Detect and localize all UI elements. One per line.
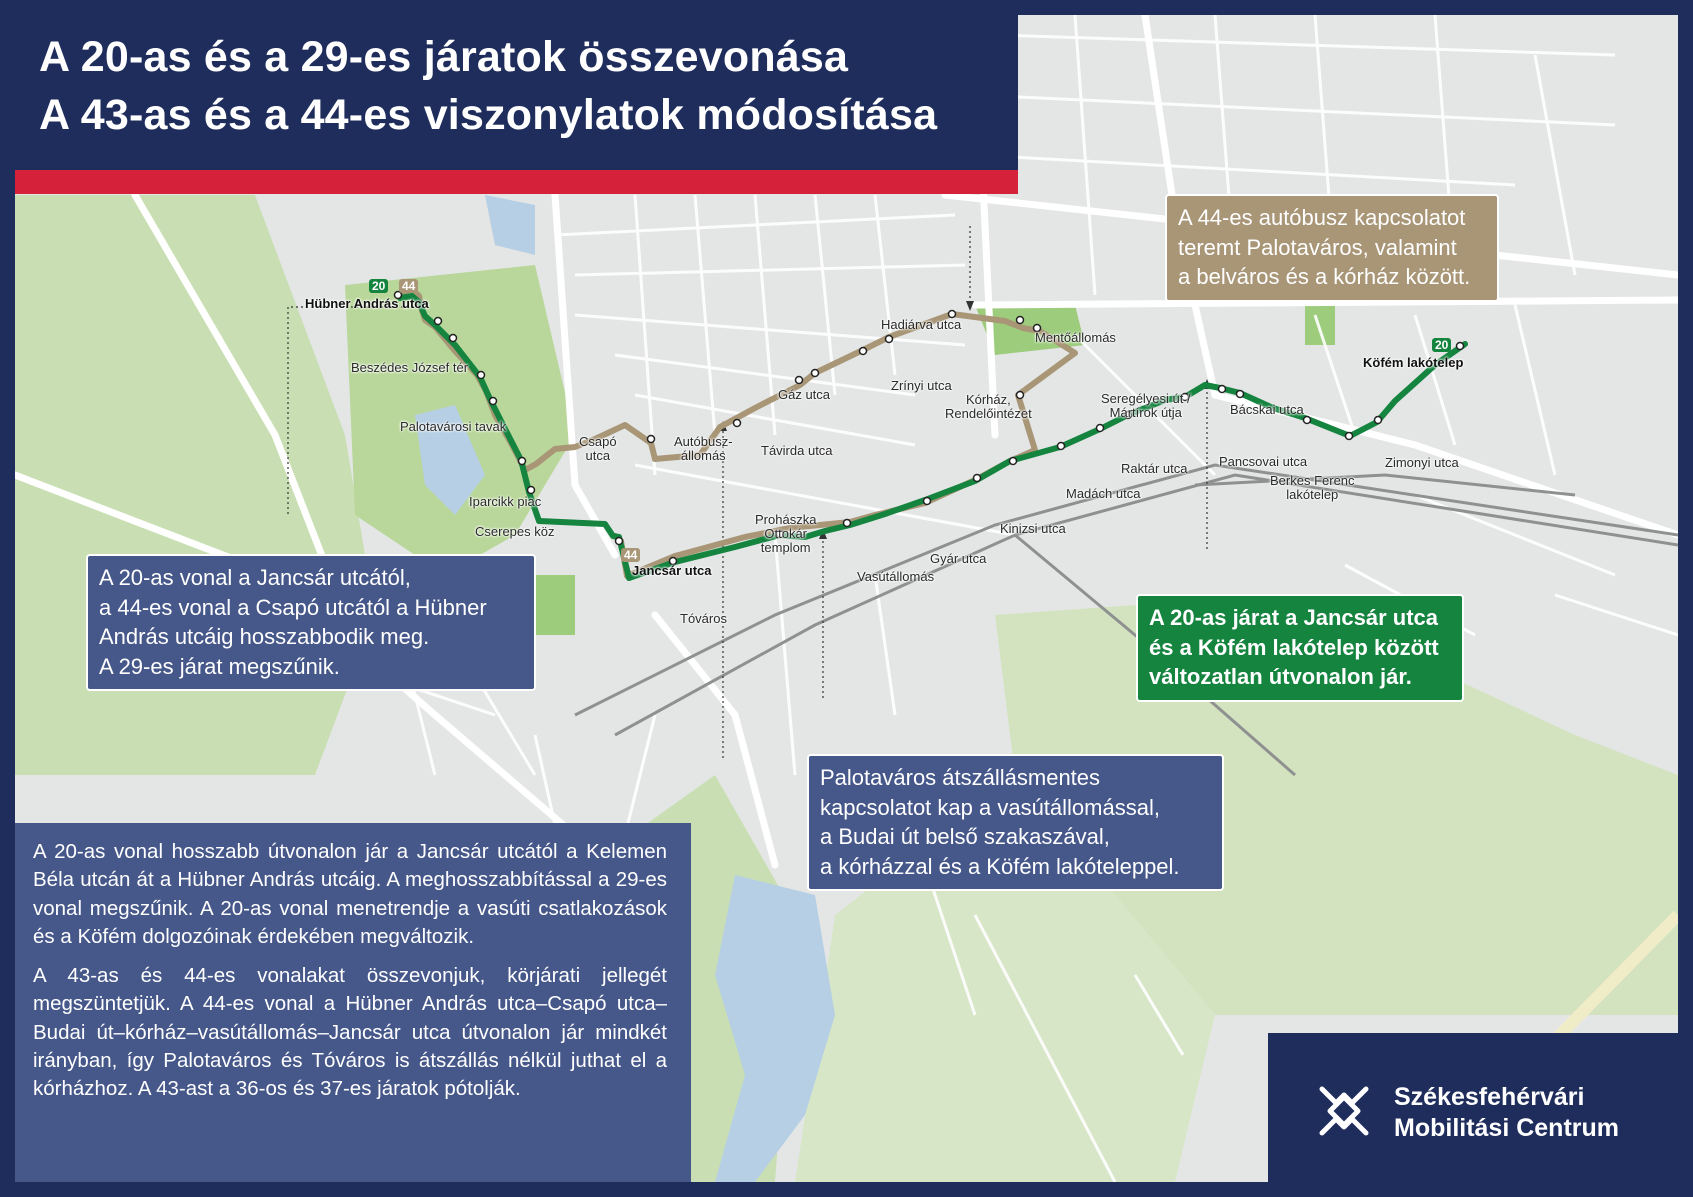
stop-label-madach: Madách utca [1066,486,1141,501]
callout-palotavaros-transfer [807,754,1224,891]
smc-logo-icon [1314,1081,1374,1141]
red-accent-bar [15,170,1018,194]
callout-line: kapcsolatot kap a vasútállomással, [820,794,1160,820]
stop-label-autobusz [674,435,733,463]
stop-label-csapo-1: Csapó [579,434,617,449]
stop-label-iparcikk: Iparcikk piac [469,494,542,509]
stop-label-prohaszka-2: Ottokár [764,526,808,541]
stop-label-prohaszka-3: templom [760,540,811,555]
stop-label-mentoallomas: Mentőállomás [1035,330,1116,345]
callout-line: A 20-as vonal a Jancsár utcától, [99,565,411,590]
stop-label-zrinyi: Zrínyi utca [891,378,952,393]
stop-label-kofem: Köfém lakótelep [1363,355,1464,370]
stop-label-korhaz-1: Kórház, [965,392,1011,407]
stop-label-prohaszka [755,513,816,555]
description-panel [15,823,691,1182]
stop-label-csapo [579,435,617,463]
callout-line: a kórházzal és a Köfém lakóteleppel. [820,853,1180,879]
stop-label-seregelyesi [1101,392,1191,420]
description-paragraph-1: A 20-as vonal hosszabb útvonalon jár a Jancsár utcától a Kelemen Béla utcán át a Hübner András utcáig. A meghosszabbítással a 29-es vonal megszűnik. A 20-as vonal menetrendje a vasúti csatlakozások és a Köfém dolgozóinak érdekében megváltozik. [33,840,667,948]
logo-block [1268,1033,1678,1182]
stop-label-berkes [1270,474,1355,502]
stop-label-jancsar: Jancsár utca [632,563,712,578]
stop-label-korhaz [945,393,1032,421]
route-44-badge-jancsar: 44 [621,548,640,562]
callout-line: és a Köfém lakótelep között [1149,634,1439,660]
logo-line-1: Székesfehérvári [1394,1083,1585,1111]
title-line-1: A 20-as és a 29-es járatok összevonása [39,33,849,81]
stop-label-tavirda: Távirda utca [761,443,833,458]
stop-label-autobusz-2: állomás [680,448,726,463]
stop-label-kinizsi: Kinizsi utca [1000,521,1066,536]
callout-line: A 20-as járat a Jancsár utca [1149,605,1439,630]
stop-label-gaz: Gáz utca [778,387,831,402]
callout-line: változatlan útvonalon jár. [1149,664,1412,689]
stop-label-zimonyi: Zimonyi utca [1385,455,1459,470]
description-paragraph-2: A 43-as és 44-es vonalakat összevonjuk, körjárati jellegét megszüntetjük. A 44-es vonal a Hübner András utca–Csapó utca–Budai út–kórház–vasútállomás–Jancsár utca útvonalon jár mindkét irányban, így Palotaváros és Tóváros is átszállás nélkül juthat el a kórházhoz. A 43-ast a 36-os és 37-es járatok pótolják. [33,964,667,1101]
stop-label-palotavarosi-tavak: Palotavárosi tavak [400,419,507,434]
stop-label-seregelyesi-1: Seregélyesi út / [1101,391,1191,406]
callout-line: A 44-es autóbusz kapcsolatot [1178,205,1466,230]
stop-label-bacskai: Bácskai utca [1230,402,1304,417]
route-20-badge-kofem: 20 [1432,338,1451,352]
callout-line: a 44-es vonal a Csapó utcától a Hübner [99,594,487,620]
logo-line-2: Mobilitási Centrum [1394,1114,1620,1142]
stop-label-raktar: Raktár utca [1121,461,1188,476]
stop-label-seregelyesi-2: Mártírok útja [1109,405,1182,420]
callout-line: Palotaváros átszállásmentes [820,765,1101,790]
callout-line: a Budai út belső szakaszával, [820,824,1110,849]
stop-label-csapo-2: utca [585,448,611,463]
stop-label-tovaros: Tóváros [680,611,727,626]
stop-label-cserepes: Cserepes köz [475,524,555,539]
route-20-badge: 20 [369,279,388,293]
callout-20-unchanged [1136,594,1464,702]
title-line-2: A 43-as és a 44-es viszonylatok módosítása [39,91,938,139]
callout-line: teremt Palotaváros, valamint [1178,234,1457,260]
stop-label-pancsovai: Pancsovai utca [1219,454,1308,469]
stop-label-gyar: Gyár utca [930,551,987,566]
stop-label-prohaszka-1: Prohászka [755,512,817,527]
stop-label-vasutallomas: Vasútállomás [857,569,935,584]
stop-label-autobusz-1: Autóbusz- [674,434,733,449]
stop-label-beszedes: Beszédes József tér [351,360,469,375]
stop-label-korhaz-2: Rendelőintézet [945,406,1032,421]
callout-44-connection [1165,194,1499,302]
callout-line: András utcáig hosszabbodik meg. [99,624,430,649]
callout-line: A 29-es járat megszűnik. [99,653,340,679]
stop-label-hubner: Hübner András utca [305,296,429,311]
title-banner [15,15,1018,170]
stop-label-berkes-2: lakótelep [1286,487,1339,502]
route-44-badge: 44 [399,279,418,293]
callout-20-44-extension [86,554,536,691]
stop-label-berkes-1: Berkes Ferenc [1270,473,1355,488]
callout-line: a belváros és a kórház között. [1178,264,1471,289]
stop-label-hadiarva: Hadiárva utca [881,317,962,332]
